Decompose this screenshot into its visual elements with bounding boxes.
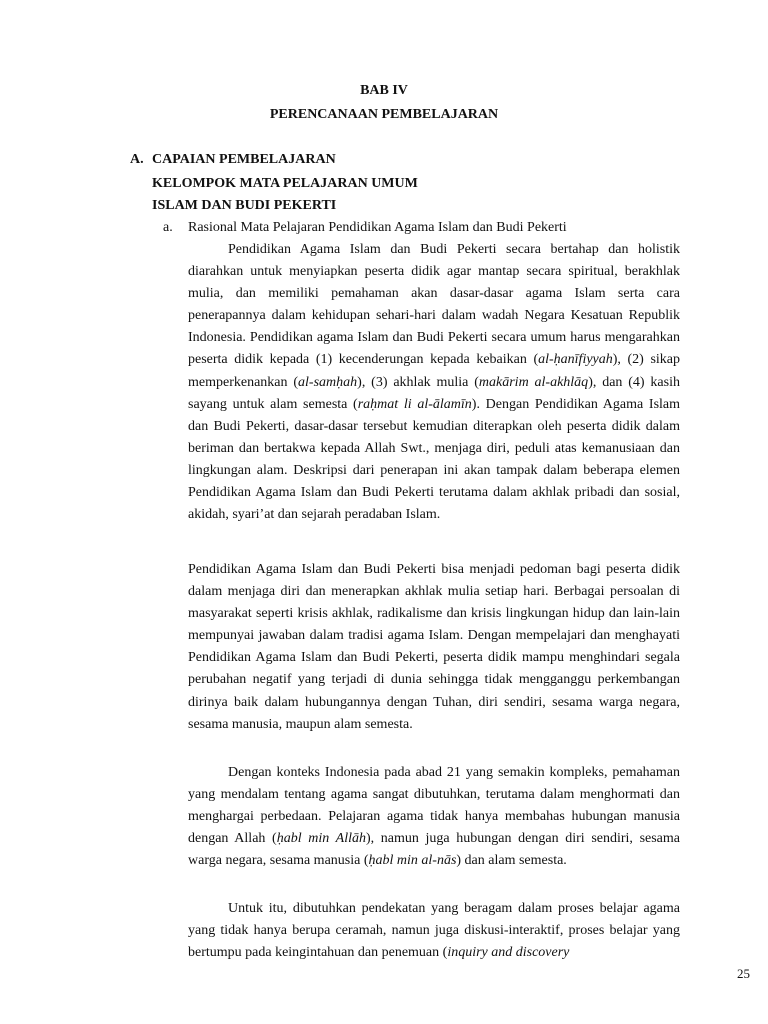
chapter-number: BAB IV <box>360 83 408 98</box>
section-heading-line-1: CAPAIAN PEMBELAJARAN <box>152 152 336 167</box>
paragraph-1-term-2: al-samḥah <box>298 374 358 390</box>
paragraph-3-text-3: ) dan alam semesta. <box>456 853 567 869</box>
paragraph-3-term-2: ḥabl min al-nās <box>368 853 457 869</box>
page-number: 25 <box>737 966 750 981</box>
paragraph-1-text-3: ), (3) akhlak mulia ( <box>357 374 479 390</box>
section-heading-line-3: ISLAM DAN BUDI PEKERTI <box>152 198 337 213</box>
paragraph-1 <box>188 239 680 526</box>
paragraph-3 <box>188 762 680 872</box>
paragraph-1-text-2: ), (2) sikap memperkenankan ( <box>188 352 680 390</box>
paragraph-1-term-4: raḥmat li al-ālamīn <box>357 396 472 412</box>
paragraph-1-text-4: ), dan (4) kasih sayang untuk alam semesta ( <box>188 374 680 412</box>
subsection-title: Rasional Mata Pelajaran Pendidikan Agama Islam dan Budi Pekerti <box>188 220 567 235</box>
paragraph-3-text-2: ), namun juga hubungan dengan diri sendiri, sesama warga negara, sesama manusia ( <box>188 831 681 869</box>
paragraph-3-text-1: Dengan konteks Indonesia pada abad 21 yang semakin kompleks, pemahaman yang mendalam tentang agama sangat dibutuhkan, terutama dalam menghormati dan menghargai perbedaan. Pelajaran agama tidak hanya membahas hubungan manusia dengan Allah ( <box>188 765 680 847</box>
chapter-title: PERENCANAAN PEMBELAJARAN <box>269 107 499 122</box>
paragraph-1-text-1: Pendidikan Agama Islam dan Budi Pekerti secara bertahap dan holistik diarahkan untuk menyiapkan peserta didik agar mantap secara spiritual, berakhlak mulia, dan memiliki pemahaman akan dasar-dasar agama Islam serta cara penerapannya dalam kehidupan sehari-hari dalam wadah Negara Kesatuan Republik Indonesia. Pendidikan agama Islam dan Budi Pekerti secara umum harus mengarahkan peserta didik kepada (1) kecenderungan kepada kebaikan ( <box>188 242 680 368</box>
subsection-letter: a. <box>163 220 173 235</box>
section-heading-line-2: KELOMPOK MATA PELAJARAN UMUM <box>152 176 418 191</box>
paragraph-4 <box>188 898 680 964</box>
paragraph-3-term-1: ḥabl min Allāh <box>276 831 366 847</box>
paragraph-1-text-5: ). Dengan Pendidikan Agama Islam dan Budi Pekerti, dasar-dasar tersebut kemudian diterapkan oleh peserta didik dalam beriman dan bertakwa kepada Allah Swt., menjaga diri, peduli atas kemanusiaan dan lingkungan alam. Deskripsi dari penerapan ini akan tampak dalam beberapa elemen Pendidikan Agama Islam dan Budi Pekerti terutama dalam akhlak pribadi dan sosial, akidah, syari’at dan sejarah peradaban Islam. <box>188 396 681 523</box>
paragraph-1-term-1: al-ḥanīfiyyah <box>538 352 613 368</box>
paragraph-1-term-3: makārim al-akhlāq <box>478 374 589 390</box>
paragraph-4-term-1: inquiry and discovery <box>447 945 570 961</box>
paragraph-2: Pendidikan Agama Islam dan Budi Pekerti bisa menjadi pedoman bagi peserta didik dalam menjaga diri dan menerapkan akhlak mulia setiap hari. Berbagai persoalan di masyarakat seperti krisis akhlak, radikalisme dan krisis lingkungan hidup dan lain-lain mempunyai jawaban dalam tradisi agama Islam. Dengan mempelajari dan menghayati Pendidikan Agama Islam dan Budi Pekerti, peserta didik mampu menghindari segala perubahan negatif yang terjadi di dunia sehingga tidak mengganggu perkembangan dirinya baik dalam hubungannya dengan Tuhan, diri sendiri, sesama warga negara, sesama manusia, maupun alam semesta. <box>188 562 680 732</box>
section-letter: A. <box>130 152 144 167</box>
paragraph-4-text-1: Untuk itu, dibutuhkan pendekatan yang beragam dalam proses belajar agama yang tidak hanya berupa ceramah, namun juga diskusi-interaktif, proses belajar yang bertumpu pada keingintahuan dan penemuan ( <box>188 901 680 961</box>
